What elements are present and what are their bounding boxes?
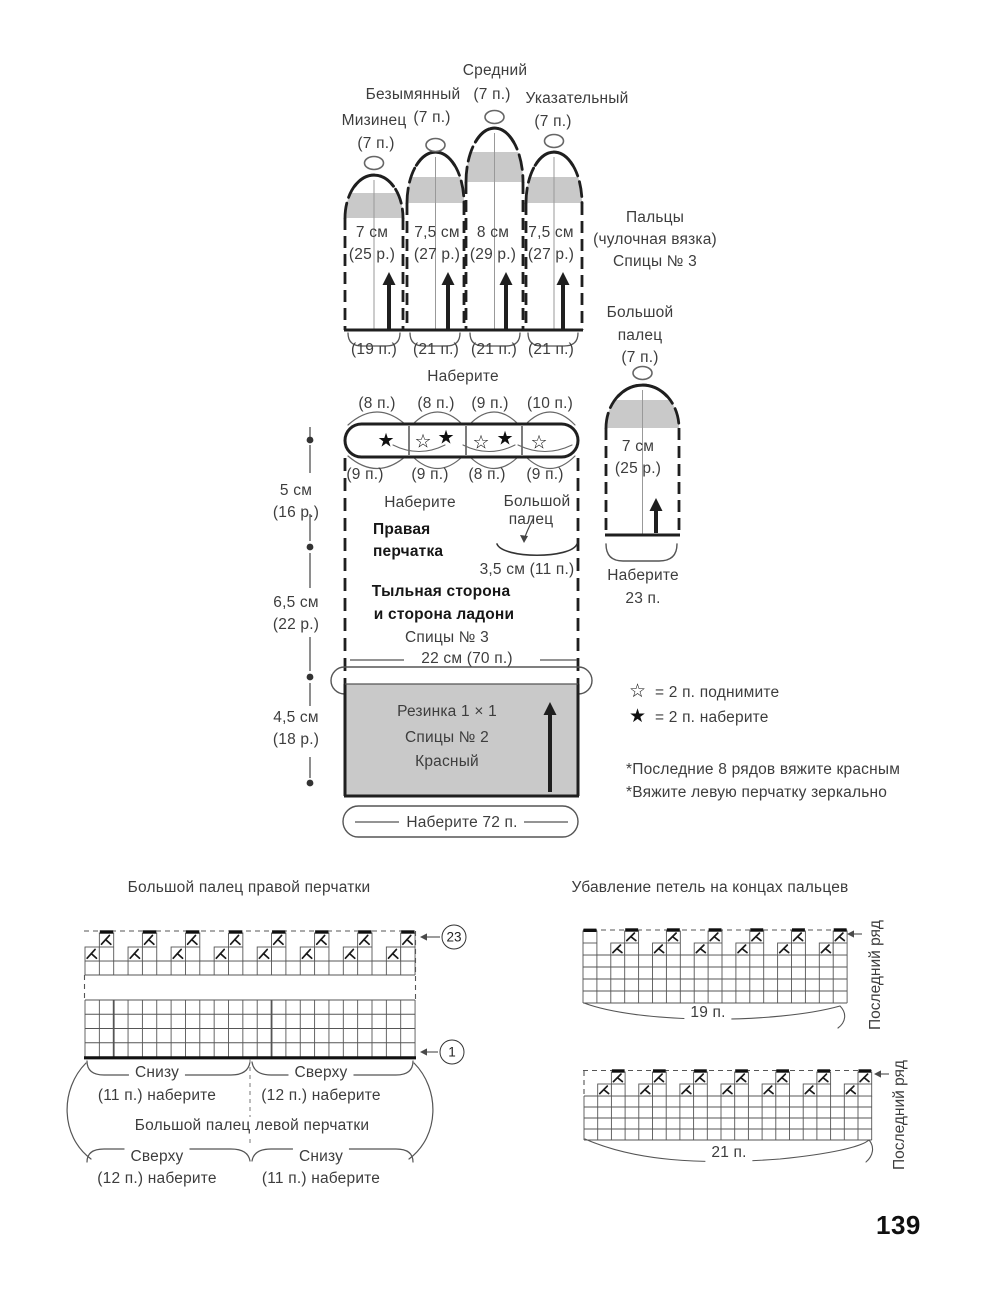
pickup-count-3: (9 п.) <box>471 395 509 412</box>
ribbing-line3: Красный <box>415 753 479 770</box>
finger-length-pinky: 7 см <box>355 224 389 241</box>
chart21-last-row-label: Последний ряд <box>891 1060 908 1170</box>
finger-cast-ring: (21 п.) <box>413 341 459 358</box>
fingers-cast-on-label: Наберите <box>427 368 499 385</box>
glove-title-line2: перчатка <box>373 543 444 560</box>
finger-sts-ring: (7 п.) <box>413 109 451 126</box>
hand-cast-on: Наберите 72 п. <box>406 814 518 831</box>
finger-name-ring: Безымянный <box>365 86 461 103</box>
thumb-label-line1: Большой <box>606 304 674 321</box>
thumb-label-line2: палец <box>617 327 663 344</box>
finger-rows-pinky: (25 р.) <box>348 246 396 263</box>
open-star-icon: ☆ <box>472 432 490 454</box>
dim2-rows: (22 р.) <box>272 616 320 633</box>
thumb-pointer-line2: палец <box>508 511 554 528</box>
legend-open-text: = 2 п. поднимите <box>655 684 780 701</box>
pickup-count-2: (8 п.) <box>417 395 455 412</box>
cast-count-3: (8 п.) <box>468 466 506 483</box>
fingers-note-line3: Спицы № 3 <box>613 253 697 270</box>
right-thumb-bottom-sts: (11 п.) наберите <box>97 1087 217 1104</box>
hand-width: 22 см (70 п.) <box>421 650 513 667</box>
dim1-length: 5 см <box>279 482 313 499</box>
left-thumb-top-sts: (12 п.) наберите <box>97 1170 217 1187</box>
finger-name-pinky: Мизинец <box>341 112 407 129</box>
ribbing-line2: Спицы № 2 <box>405 729 489 746</box>
filled-star-icon: ★ <box>496 428 514 450</box>
finger-cast-pinky: (19 п.) <box>351 341 397 358</box>
finger-sts-pinky: (7 п.) <box>357 135 395 152</box>
filled-star-icon: ★ <box>629 706 647 727</box>
right-thumb-top-label: Сверху <box>288 1064 353 1082</box>
thumb-cast-line2: 23 п. <box>625 590 661 607</box>
ribbing-line1: Резинка 1 × 1 <box>397 703 497 720</box>
cast-count-4: (9 п.) <box>526 466 564 483</box>
finger-rows-index: (27 р.) <box>527 246 575 263</box>
note-line2: *Вяжите левую перчатку зеркально <box>626 784 888 801</box>
right-thumb-top-sts: (12 п.) наберите <box>261 1087 381 1104</box>
chart19-count: 19 п. <box>684 1004 731 1022</box>
fingers-note-line2: (чулочная вязка) <box>593 231 717 248</box>
thumb-pointer-line1: Большой <box>503 493 571 510</box>
cast-count-1: (9 п.) <box>346 466 384 483</box>
left-thumb-bottom-label: Снизу <box>293 1148 349 1166</box>
finger-length-ring: 7,5 см <box>414 224 460 241</box>
cast-count-2: (9 п.) <box>411 466 449 483</box>
finger-name-index: Указательный <box>525 90 629 107</box>
left-thumb-top-label: Сверху <box>124 1148 189 1166</box>
row-number-23-badge: 23 <box>442 925 467 950</box>
open-star-icon: ☆ <box>629 681 647 702</box>
open-star-icon: ☆ <box>530 432 548 454</box>
row-number-1-badge: 1 <box>440 1040 465 1065</box>
thumb-label-sts: (7 п.) <box>621 349 659 366</box>
legend-filled-text: = 2 п. наберите <box>655 709 769 726</box>
pickup-count-4: (10 п.) <box>527 395 573 412</box>
filled-star-icon: ★ <box>437 427 455 449</box>
thumb-rows: (25 р.) <box>614 460 662 477</box>
finger-length-middle: 8 см <box>476 224 510 241</box>
chart19-last-row-label: Последний ряд <box>867 920 884 1030</box>
dim1-rows: (16 р.) <box>272 504 320 521</box>
finger-name-middle: Средний <box>462 62 528 79</box>
left-thumb-chart-title: Большой палец левой перчатки <box>129 1117 376 1135</box>
dim2-length: 6,5 см <box>273 594 319 611</box>
right-thumb-bottom-label: Снизу <box>129 1064 185 1082</box>
hand-cast-label: Наберите <box>384 494 456 511</box>
note-line1: *Последние 8 рядов вяжите красным <box>626 761 901 778</box>
thumb-cast-line1: Наберите <box>607 567 679 584</box>
glove-title-line1: Правая <box>373 521 431 538</box>
thumb-opening-width: 3,5 см (11 п.) <box>479 561 575 578</box>
finger-rows-middle: (29 р.) <box>469 246 517 263</box>
open-star-icon: ☆ <box>414 431 432 453</box>
finger-charts-title: Убавление петель на концах пальцев <box>571 879 849 896</box>
thumb-length: 7 см <box>621 438 655 455</box>
fingers-note-line1: Пальцы <box>625 209 685 226</box>
dim3-length: 4,5 см <box>273 709 319 726</box>
finger-sts-index: (7 п.) <box>534 113 572 130</box>
finger-rows-ring: (27 р.) <box>413 246 461 263</box>
palm-side-line2: и сторона ладони <box>373 606 515 623</box>
chart21-count: 21 п. <box>705 1144 752 1162</box>
page-number: 139 <box>876 1210 921 1240</box>
dim3-rows: (18 р.) <box>272 731 320 748</box>
thumb-chart-title: Большой палец правой перчатки <box>127 879 371 896</box>
filled-star-icon: ★ <box>377 430 395 452</box>
pickup-count-1: (8 п.) <box>358 395 396 412</box>
finger-sts-middle: (7 п.) <box>473 86 511 103</box>
finger-length-index: 7,5 см <box>528 224 574 241</box>
finger-cast-index: (21 п.) <box>528 341 574 358</box>
finger-cast-middle: (21 п.) <box>471 341 517 358</box>
palm-side-line1: Тыльная сторона <box>371 583 511 600</box>
left-thumb-bottom-sts: (11 п.) наберите <box>261 1170 381 1187</box>
hand-needles: Спицы № 3 <box>405 629 489 646</box>
